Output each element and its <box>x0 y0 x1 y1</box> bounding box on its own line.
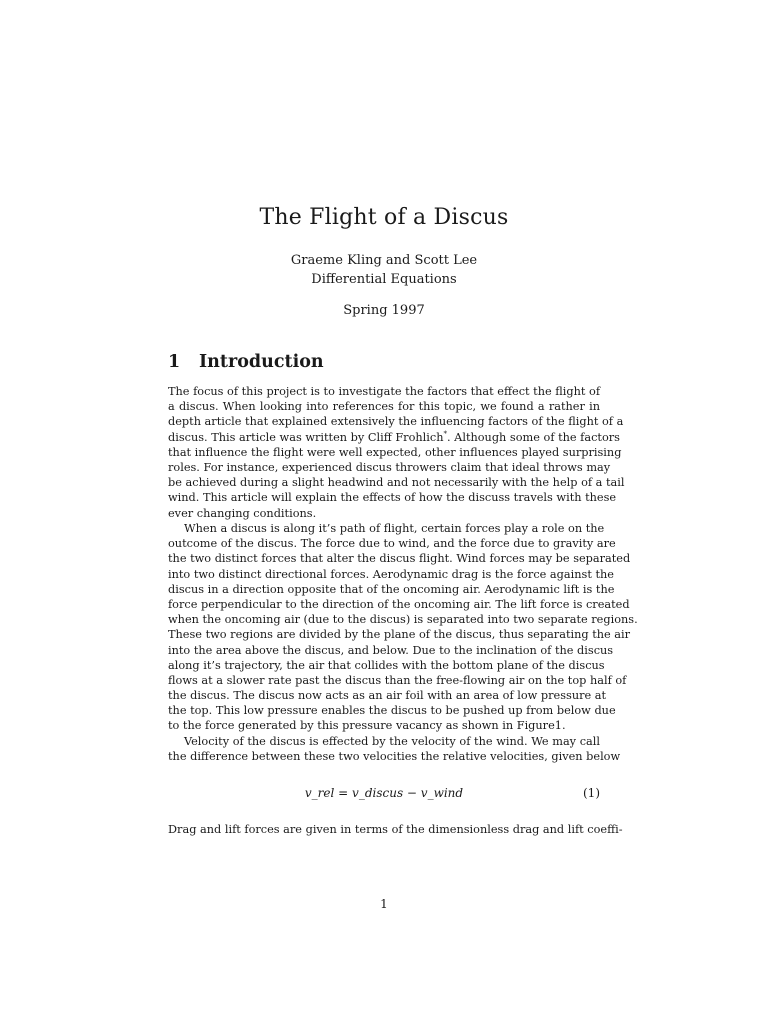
section-number: 1 <box>168 352 181 372</box>
text-line: depth article that explained extensively the influencing factors of the flight of a <box>168 415 624 429</box>
date: Spring 1997 <box>343 303 425 318</box>
text-line: the difference between these two velocities the relative velocities, given below <box>168 750 621 764</box>
paragraph-4 <box>168 822 623 837</box>
section-heading <box>168 352 324 372</box>
text-line: roles. For instance, experienced discus throwers claim that ideal throws may <box>168 460 611 474</box>
paragraph-2 <box>168 521 638 734</box>
page-number: 1 <box>380 897 388 911</box>
course-name: Differential Equations <box>311 272 457 287</box>
text-line <box>168 429 620 445</box>
text-line: flows at a slower rate past the discus than the free-flowing air on the top half of <box>168 673 627 687</box>
text-line: into two distinct directional forces. Aerodynamic drag is the force against the <box>168 567 614 581</box>
section-title: Introduction <box>199 352 324 372</box>
text-line: to the force generated by this pressure vacancy as shown in Figure1. <box>168 719 566 733</box>
text-line-start <box>168 430 447 445</box>
text-line-end: . Although some of the factors <box>446 430 620 444</box>
paper-title: The Flight of a Discus <box>259 205 509 230</box>
text-line: Velocity of the discus is effected by the velocity of the wind. We may call <box>184 735 600 748</box>
text-line: force perpendicular to the direction of the oncoming air. The lift force is created <box>168 597 630 611</box>
text-line: The focus of this project is to investigate the factors that effect the flight of <box>168 385 601 398</box>
text-line: the two distinct forces that alter the discus flight. Wind forces may be separated <box>168 552 631 566</box>
text-line: along it’s trajectory, the air that collides with the bottom plane of the discus <box>168 658 605 672</box>
text-line: into the area above the discus, and below. Due to the inclination of the discus <box>168 643 614 657</box>
footnote-mark: * <box>443 429 447 438</box>
text-line: be achieved during a slight headwind and not necessarily with the help of a tail <box>168 476 625 490</box>
text-line: These two regions are divided by the plane of the discus, thus separating the air <box>168 628 631 642</box>
text-line: wind. This article will explain the effects of how the discuss travels with these <box>168 491 617 505</box>
paragraph-1 <box>168 384 625 521</box>
equation-number: (1) <box>583 786 600 800</box>
text-line: outcome of the discus. The force due to wind, and the force due to gravity are <box>168 537 616 551</box>
text-line: When a discus is along it’s path of flight, certain forces play a role on the <box>184 522 605 535</box>
text-line: Drag and lift forces are given in terms of the dimensionless drag and lift coeffi- <box>168 823 623 836</box>
text-line: discus in a direction opposite that of the oncoming air. Aerodynamic lift is the <box>168 582 615 596</box>
text-line: that influence the flight were well expected, other influences played surprising <box>168 445 622 459</box>
equation-1 <box>168 786 600 804</box>
authors: Graeme Kling and Scott Lee <box>290 253 478 268</box>
equation-expression: v_rel = v_discus − v_wind <box>304 786 464 800</box>
text-line: ever changing conditions. <box>168 506 317 520</box>
text-line: a discus. When looking into references for this topic, we found a rather in <box>168 400 600 414</box>
text-span: discus. This article was written by Cliff Frohlich <box>168 430 444 444</box>
text-line: the top. This low pressure enables the discus to be pushed up from below due <box>168 704 616 718</box>
paragraph-3 <box>168 734 621 764</box>
text-line: when the oncoming air (due to the discus) is separated into two separate regions. <box>168 613 638 627</box>
text-line: the discus. The discus now acts as an air foil with an area of low pressure at <box>168 689 607 703</box>
